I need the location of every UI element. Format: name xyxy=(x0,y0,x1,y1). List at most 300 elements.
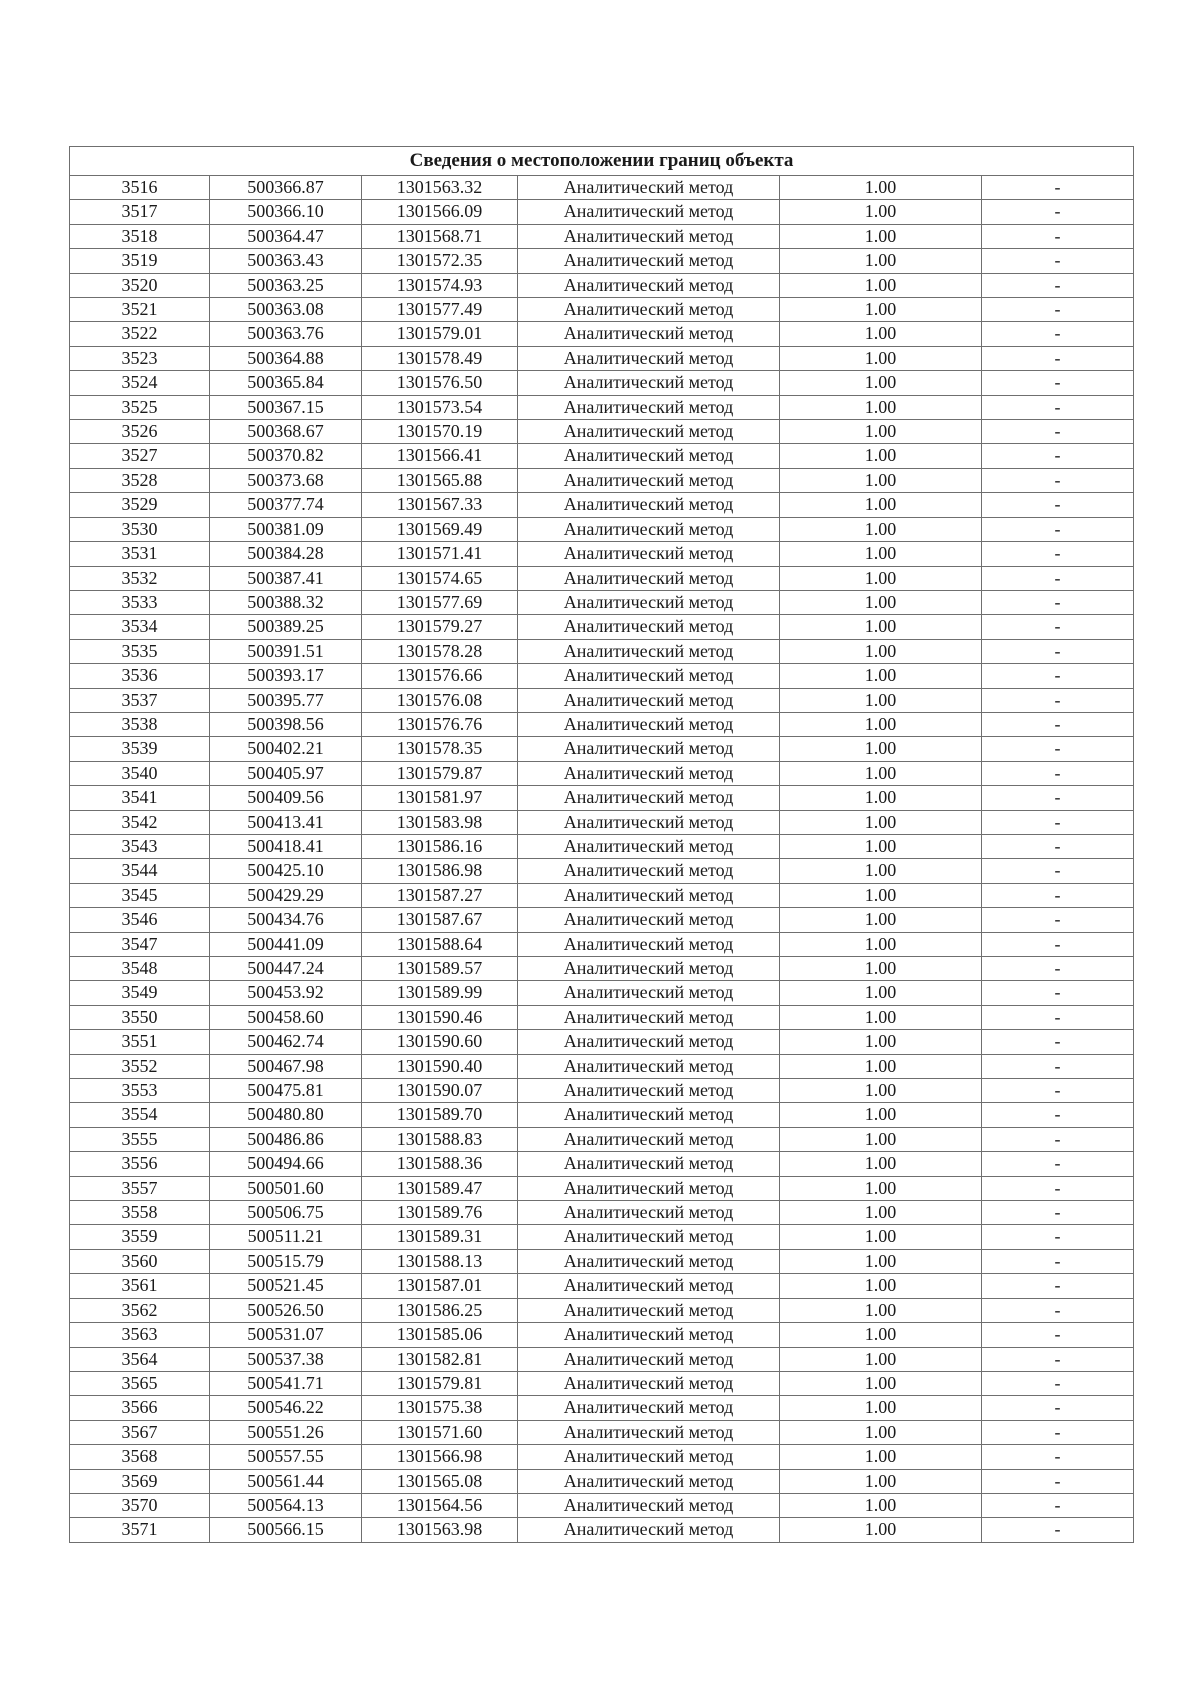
y-coordinate-cell: 1301589.47 xyxy=(362,1176,518,1200)
table-row xyxy=(70,1079,1134,1103)
method-cell: Аналитический метод xyxy=(518,493,780,517)
point-number-cell: 3529 xyxy=(70,493,210,517)
x-coordinate-cell: 500388.32 xyxy=(210,590,362,614)
description-cell: - xyxy=(982,200,1134,224)
method-cell: Аналитический метод xyxy=(518,615,780,639)
point-number-cell: 3535 xyxy=(70,639,210,663)
description-cell: - xyxy=(982,224,1134,248)
accuracy-cell: 1.00 xyxy=(780,1323,982,1347)
point-number-cell: 3555 xyxy=(70,1127,210,1151)
method-cell: Аналитический метод xyxy=(518,932,780,956)
table-row xyxy=(70,1054,1134,1078)
table-row xyxy=(70,1127,1134,1151)
accuracy-cell: 1.00 xyxy=(780,786,982,810)
accuracy-cell: 1.00 xyxy=(780,1298,982,1322)
accuracy-cell: 1.00 xyxy=(780,1201,982,1225)
method-cell: Аналитический метод xyxy=(518,981,780,1005)
table-row xyxy=(70,249,1134,273)
accuracy-cell: 1.00 xyxy=(780,273,982,297)
description-cell: - xyxy=(982,468,1134,492)
x-coordinate-cell: 500546.22 xyxy=(210,1396,362,1420)
accuracy-cell: 1.00 xyxy=(780,1371,982,1395)
description-cell: - xyxy=(982,737,1134,761)
table-row xyxy=(70,395,1134,419)
y-coordinate-cell: 1301589.31 xyxy=(362,1225,518,1249)
description-cell: - xyxy=(982,420,1134,444)
y-coordinate-cell: 1301587.67 xyxy=(362,908,518,932)
x-coordinate-cell: 500364.88 xyxy=(210,346,362,370)
table-row xyxy=(70,1152,1134,1176)
point-number-cell: 3562 xyxy=(70,1298,210,1322)
method-cell: Аналитический метод xyxy=(518,249,780,273)
x-coordinate-cell: 500418.41 xyxy=(210,834,362,858)
accuracy-cell: 1.00 xyxy=(780,688,982,712)
description-cell: - xyxy=(982,981,1134,1005)
y-coordinate-cell: 1301565.88 xyxy=(362,468,518,492)
point-number-cell: 3560 xyxy=(70,1249,210,1273)
table-row xyxy=(70,883,1134,907)
point-number-cell: 3556 xyxy=(70,1152,210,1176)
description-cell: - xyxy=(982,1127,1134,1151)
x-coordinate-cell: 500501.60 xyxy=(210,1176,362,1200)
y-coordinate-cell: 1301579.01 xyxy=(362,322,518,346)
accuracy-cell: 1.00 xyxy=(780,1225,982,1249)
x-coordinate-cell: 500413.41 xyxy=(210,810,362,834)
accuracy-cell: 1.00 xyxy=(780,1445,982,1469)
description-cell: - xyxy=(982,542,1134,566)
x-coordinate-cell: 500537.38 xyxy=(210,1347,362,1371)
table-row xyxy=(70,468,1134,492)
y-coordinate-cell: 1301566.09 xyxy=(362,200,518,224)
y-coordinate-cell: 1301576.50 xyxy=(362,371,518,395)
x-coordinate-cell: 500363.43 xyxy=(210,249,362,273)
y-coordinate-cell: 1301575.38 xyxy=(362,1396,518,1420)
table-row xyxy=(70,1298,1134,1322)
method-cell: Аналитический метод xyxy=(518,834,780,858)
method-cell: Аналитический метод xyxy=(518,517,780,541)
table-row xyxy=(70,1323,1134,1347)
y-coordinate-cell: 1301582.81 xyxy=(362,1347,518,1371)
y-coordinate-cell: 1301576.08 xyxy=(362,688,518,712)
description-cell: - xyxy=(982,1420,1134,1444)
description-cell: - xyxy=(982,712,1134,736)
description-cell: - xyxy=(982,957,1134,981)
description-cell: - xyxy=(982,566,1134,590)
y-coordinate-cell: 1301576.66 xyxy=(362,664,518,688)
description-cell: - xyxy=(982,176,1134,200)
y-coordinate-cell: 1301574.93 xyxy=(362,273,518,297)
accuracy-cell: 1.00 xyxy=(780,566,982,590)
accuracy-cell: 1.00 xyxy=(780,517,982,541)
y-coordinate-cell: 1301578.35 xyxy=(362,737,518,761)
point-number-cell: 3561 xyxy=(70,1274,210,1298)
point-number-cell: 3547 xyxy=(70,932,210,956)
method-cell: Аналитический метод xyxy=(518,1323,780,1347)
y-coordinate-cell: 1301568.71 xyxy=(362,224,518,248)
table-row xyxy=(70,176,1134,200)
x-coordinate-cell: 500387.41 xyxy=(210,566,362,590)
accuracy-cell: 1.00 xyxy=(780,322,982,346)
description-cell: - xyxy=(982,688,1134,712)
point-number-cell: 3522 xyxy=(70,322,210,346)
table-row xyxy=(70,420,1134,444)
x-coordinate-cell: 500366.10 xyxy=(210,200,362,224)
point-number-cell: 3516 xyxy=(70,176,210,200)
table-row xyxy=(70,1249,1134,1273)
y-coordinate-cell: 1301581.97 xyxy=(362,786,518,810)
point-number-cell: 3564 xyxy=(70,1347,210,1371)
description-cell: - xyxy=(982,298,1134,322)
x-coordinate-cell: 500391.51 xyxy=(210,639,362,663)
point-number-cell: 3525 xyxy=(70,395,210,419)
point-number-cell: 3559 xyxy=(70,1225,210,1249)
table-row xyxy=(70,273,1134,297)
point-number-cell: 3540 xyxy=(70,761,210,785)
point-number-cell: 3554 xyxy=(70,1103,210,1127)
point-number-cell: 3551 xyxy=(70,1030,210,1054)
x-coordinate-cell: 500447.24 xyxy=(210,957,362,981)
description-cell: - xyxy=(982,786,1134,810)
table-row xyxy=(70,688,1134,712)
y-coordinate-cell: 1301564.56 xyxy=(362,1493,518,1517)
description-cell: - xyxy=(982,346,1134,370)
accuracy-cell: 1.00 xyxy=(780,1420,982,1444)
y-coordinate-cell: 1301589.57 xyxy=(362,957,518,981)
method-cell: Аналитический метод xyxy=(518,542,780,566)
point-number-cell: 3549 xyxy=(70,981,210,1005)
accuracy-cell: 1.00 xyxy=(780,1274,982,1298)
table-row xyxy=(70,1274,1134,1298)
table-row xyxy=(70,1493,1134,1517)
x-coordinate-cell: 500377.74 xyxy=(210,493,362,517)
accuracy-cell: 1.00 xyxy=(780,1079,982,1103)
point-number-cell: 3530 xyxy=(70,517,210,541)
y-coordinate-cell: 1301574.65 xyxy=(362,566,518,590)
table-row xyxy=(70,810,1134,834)
description-cell: - xyxy=(982,1347,1134,1371)
method-cell: Аналитический метод xyxy=(518,298,780,322)
accuracy-cell: 1.00 xyxy=(780,1030,982,1054)
accuracy-cell: 1.00 xyxy=(780,1518,982,1542)
document-page xyxy=(69,146,1133,1543)
table-row xyxy=(70,1347,1134,1371)
table-body xyxy=(70,176,1134,1543)
accuracy-cell: 1.00 xyxy=(780,1005,982,1029)
y-coordinate-cell: 1301566.98 xyxy=(362,1445,518,1469)
method-cell: Аналитический метод xyxy=(518,883,780,907)
method-cell: Аналитический метод xyxy=(518,908,780,932)
y-coordinate-cell: 1301571.41 xyxy=(362,542,518,566)
table-row xyxy=(70,346,1134,370)
x-coordinate-cell: 500370.82 xyxy=(210,444,362,468)
y-coordinate-cell: 1301573.54 xyxy=(362,395,518,419)
accuracy-cell: 1.00 xyxy=(780,224,982,248)
method-cell: Аналитический метод xyxy=(518,1469,780,1493)
accuracy-cell: 1.00 xyxy=(780,712,982,736)
point-number-cell: 3537 xyxy=(70,688,210,712)
table-row xyxy=(70,981,1134,1005)
x-coordinate-cell: 500364.47 xyxy=(210,224,362,248)
point-number-cell: 3570 xyxy=(70,1493,210,1517)
x-coordinate-cell: 500365.84 xyxy=(210,371,362,395)
x-coordinate-cell: 500557.55 xyxy=(210,1445,362,1469)
y-coordinate-cell: 1301586.16 xyxy=(362,834,518,858)
point-number-cell: 3567 xyxy=(70,1420,210,1444)
table-row xyxy=(70,932,1134,956)
x-coordinate-cell: 500475.81 xyxy=(210,1079,362,1103)
table-row xyxy=(70,371,1134,395)
method-cell: Аналитический метод xyxy=(518,444,780,468)
description-cell: - xyxy=(982,1079,1134,1103)
point-number-cell: 3544 xyxy=(70,859,210,883)
description-cell: - xyxy=(982,1298,1134,1322)
x-coordinate-cell: 500531.07 xyxy=(210,1323,362,1347)
description-cell: - xyxy=(982,249,1134,273)
description-cell: - xyxy=(982,1249,1134,1273)
y-coordinate-cell: 1301590.07 xyxy=(362,1079,518,1103)
method-cell: Аналитический метод xyxy=(518,1030,780,1054)
accuracy-cell: 1.00 xyxy=(780,1127,982,1151)
table-row xyxy=(70,712,1134,736)
y-coordinate-cell: 1301585.06 xyxy=(362,1323,518,1347)
y-coordinate-cell: 1301576.76 xyxy=(362,712,518,736)
x-coordinate-cell: 500462.74 xyxy=(210,1030,362,1054)
y-coordinate-cell: 1301565.08 xyxy=(362,1469,518,1493)
y-coordinate-cell: 1301570.19 xyxy=(362,420,518,444)
table-row xyxy=(70,322,1134,346)
description-cell: - xyxy=(982,1005,1134,1029)
description-cell: - xyxy=(982,444,1134,468)
point-number-cell: 3565 xyxy=(70,1371,210,1395)
point-number-cell: 3518 xyxy=(70,224,210,248)
x-coordinate-cell: 500395.77 xyxy=(210,688,362,712)
x-coordinate-cell: 500393.17 xyxy=(210,664,362,688)
description-cell: - xyxy=(982,615,1134,639)
method-cell: Аналитический метод xyxy=(518,371,780,395)
method-cell: Аналитический метод xyxy=(518,176,780,200)
accuracy-cell: 1.00 xyxy=(780,542,982,566)
method-cell: Аналитический метод xyxy=(518,1005,780,1029)
method-cell: Аналитический метод xyxy=(518,1518,780,1542)
table-row xyxy=(70,1518,1134,1542)
table-row xyxy=(70,1201,1134,1225)
accuracy-cell: 1.00 xyxy=(780,444,982,468)
y-coordinate-cell: 1301586.98 xyxy=(362,859,518,883)
x-coordinate-cell: 500409.56 xyxy=(210,786,362,810)
x-coordinate-cell: 500373.68 xyxy=(210,468,362,492)
point-number-cell: 3566 xyxy=(70,1396,210,1420)
y-coordinate-cell: 1301579.27 xyxy=(362,615,518,639)
x-coordinate-cell: 500453.92 xyxy=(210,981,362,1005)
method-cell: Аналитический метод xyxy=(518,664,780,688)
description-cell: - xyxy=(982,1518,1134,1542)
point-number-cell: 3534 xyxy=(70,615,210,639)
accuracy-cell: 1.00 xyxy=(780,200,982,224)
x-coordinate-cell: 500486.86 xyxy=(210,1127,362,1151)
method-cell: Аналитический метод xyxy=(518,712,780,736)
y-coordinate-cell: 1301583.98 xyxy=(362,810,518,834)
accuracy-cell: 1.00 xyxy=(780,1054,982,1078)
method-cell: Аналитический метод xyxy=(518,420,780,444)
description-cell: - xyxy=(982,1030,1134,1054)
description-cell: - xyxy=(982,639,1134,663)
y-coordinate-cell: 1301569.49 xyxy=(362,517,518,541)
x-coordinate-cell: 500458.60 xyxy=(210,1005,362,1029)
method-cell: Аналитический метод xyxy=(518,395,780,419)
x-coordinate-cell: 500494.66 xyxy=(210,1152,362,1176)
y-coordinate-cell: 1301572.35 xyxy=(362,249,518,273)
y-coordinate-cell: 1301590.40 xyxy=(362,1054,518,1078)
y-coordinate-cell: 1301588.13 xyxy=(362,1249,518,1273)
table-row xyxy=(70,908,1134,932)
description-cell: - xyxy=(982,493,1134,517)
method-cell: Аналитический метод xyxy=(518,1249,780,1273)
description-cell: - xyxy=(982,1396,1134,1420)
point-number-cell: 3527 xyxy=(70,444,210,468)
point-number-cell: 3519 xyxy=(70,249,210,273)
table-row xyxy=(70,542,1134,566)
table-row xyxy=(70,639,1134,663)
table-row xyxy=(70,298,1134,322)
accuracy-cell: 1.00 xyxy=(780,493,982,517)
description-cell: - xyxy=(982,664,1134,688)
description-cell: - xyxy=(982,1445,1134,1469)
accuracy-cell: 1.00 xyxy=(780,810,982,834)
x-coordinate-cell: 500515.79 xyxy=(210,1249,362,1273)
accuracy-cell: 1.00 xyxy=(780,420,982,444)
x-coordinate-cell: 500480.80 xyxy=(210,1103,362,1127)
y-coordinate-cell: 1301586.25 xyxy=(362,1298,518,1322)
table-row xyxy=(70,517,1134,541)
method-cell: Аналитический метод xyxy=(518,1347,780,1371)
description-cell: - xyxy=(982,859,1134,883)
y-coordinate-cell: 1301587.01 xyxy=(362,1274,518,1298)
description-cell: - xyxy=(982,1054,1134,1078)
y-coordinate-cell: 1301577.49 xyxy=(362,298,518,322)
method-cell: Аналитический метод xyxy=(518,1493,780,1517)
accuracy-cell: 1.00 xyxy=(780,859,982,883)
table-row xyxy=(70,566,1134,590)
point-number-cell: 3553 xyxy=(70,1079,210,1103)
method-cell: Аналитический метод xyxy=(518,1445,780,1469)
description-cell: - xyxy=(982,322,1134,346)
description-cell: - xyxy=(982,1176,1134,1200)
y-coordinate-cell: 1301578.49 xyxy=(362,346,518,370)
y-coordinate-cell: 1301563.98 xyxy=(362,1518,518,1542)
x-coordinate-cell: 500521.45 xyxy=(210,1274,362,1298)
method-cell: Аналитический метод xyxy=(518,1176,780,1200)
method-cell: Аналитический метод xyxy=(518,737,780,761)
description-cell: - xyxy=(982,1274,1134,1298)
point-number-cell: 3520 xyxy=(70,273,210,297)
accuracy-cell: 1.00 xyxy=(780,932,982,956)
point-number-cell: 3550 xyxy=(70,1005,210,1029)
accuracy-cell: 1.00 xyxy=(780,298,982,322)
x-coordinate-cell: 500363.25 xyxy=(210,273,362,297)
method-cell: Аналитический метод xyxy=(518,1152,780,1176)
method-cell: Аналитический метод xyxy=(518,1103,780,1127)
point-number-cell: 3569 xyxy=(70,1469,210,1493)
point-number-cell: 3548 xyxy=(70,957,210,981)
x-coordinate-cell: 500506.75 xyxy=(210,1201,362,1225)
method-cell: Аналитический метод xyxy=(518,1201,780,1225)
accuracy-cell: 1.00 xyxy=(780,908,982,932)
method-cell: Аналитический метод xyxy=(518,1371,780,1395)
point-number-cell: 3532 xyxy=(70,566,210,590)
table-row xyxy=(70,1420,1134,1444)
y-coordinate-cell: 1301588.64 xyxy=(362,932,518,956)
y-coordinate-cell: 1301587.27 xyxy=(362,883,518,907)
accuracy-cell: 1.00 xyxy=(780,615,982,639)
table-title-row xyxy=(70,147,1134,176)
x-coordinate-cell: 500561.44 xyxy=(210,1469,362,1493)
point-number-cell: 3533 xyxy=(70,590,210,614)
point-number-cell: 3558 xyxy=(70,1201,210,1225)
point-number-cell: 3538 xyxy=(70,712,210,736)
method-cell: Аналитический метод xyxy=(518,566,780,590)
y-coordinate-cell: 1301577.69 xyxy=(362,590,518,614)
point-number-cell: 3539 xyxy=(70,737,210,761)
y-coordinate-cell: 1301589.70 xyxy=(362,1103,518,1127)
table-row xyxy=(70,444,1134,468)
description-cell: - xyxy=(982,1469,1134,1493)
point-number-cell: 3531 xyxy=(70,542,210,566)
boundary-coordinates-table xyxy=(69,146,1134,1543)
accuracy-cell: 1.00 xyxy=(780,1469,982,1493)
accuracy-cell: 1.00 xyxy=(780,468,982,492)
table-row xyxy=(70,200,1134,224)
point-number-cell: 3521 xyxy=(70,298,210,322)
description-cell: - xyxy=(982,932,1134,956)
point-number-cell: 3523 xyxy=(70,346,210,370)
description-cell: - xyxy=(982,1371,1134,1395)
table-row xyxy=(70,1103,1134,1127)
method-cell: Аналитический метод xyxy=(518,859,780,883)
table-row xyxy=(70,1005,1134,1029)
x-coordinate-cell: 500467.98 xyxy=(210,1054,362,1078)
y-coordinate-cell: 1301563.32 xyxy=(362,176,518,200)
x-coordinate-cell: 500511.21 xyxy=(210,1225,362,1249)
table-row xyxy=(70,664,1134,688)
x-coordinate-cell: 500441.09 xyxy=(210,932,362,956)
accuracy-cell: 1.00 xyxy=(780,395,982,419)
x-coordinate-cell: 500541.71 xyxy=(210,1371,362,1395)
table-title: Сведения о местоположении границ объекта xyxy=(70,147,1134,176)
accuracy-cell: 1.00 xyxy=(780,737,982,761)
point-number-cell: 3536 xyxy=(70,664,210,688)
y-coordinate-cell: 1301589.76 xyxy=(362,1201,518,1225)
accuracy-cell: 1.00 xyxy=(780,176,982,200)
accuracy-cell: 1.00 xyxy=(780,1396,982,1420)
table-row xyxy=(70,834,1134,858)
description-cell: - xyxy=(982,371,1134,395)
table-row xyxy=(70,761,1134,785)
accuracy-cell: 1.00 xyxy=(780,371,982,395)
y-coordinate-cell: 1301579.81 xyxy=(362,1371,518,1395)
y-coordinate-cell: 1301589.99 xyxy=(362,981,518,1005)
accuracy-cell: 1.00 xyxy=(780,1249,982,1273)
method-cell: Аналитический метод xyxy=(518,1127,780,1151)
description-cell: - xyxy=(982,1323,1134,1347)
x-coordinate-cell: 500425.10 xyxy=(210,859,362,883)
point-number-cell: 3546 xyxy=(70,908,210,932)
accuracy-cell: 1.00 xyxy=(780,664,982,688)
method-cell: Аналитический метод xyxy=(518,1396,780,1420)
accuracy-cell: 1.00 xyxy=(780,639,982,663)
description-cell: - xyxy=(982,273,1134,297)
y-coordinate-cell: 1301571.60 xyxy=(362,1420,518,1444)
method-cell: Аналитический метод xyxy=(518,468,780,492)
